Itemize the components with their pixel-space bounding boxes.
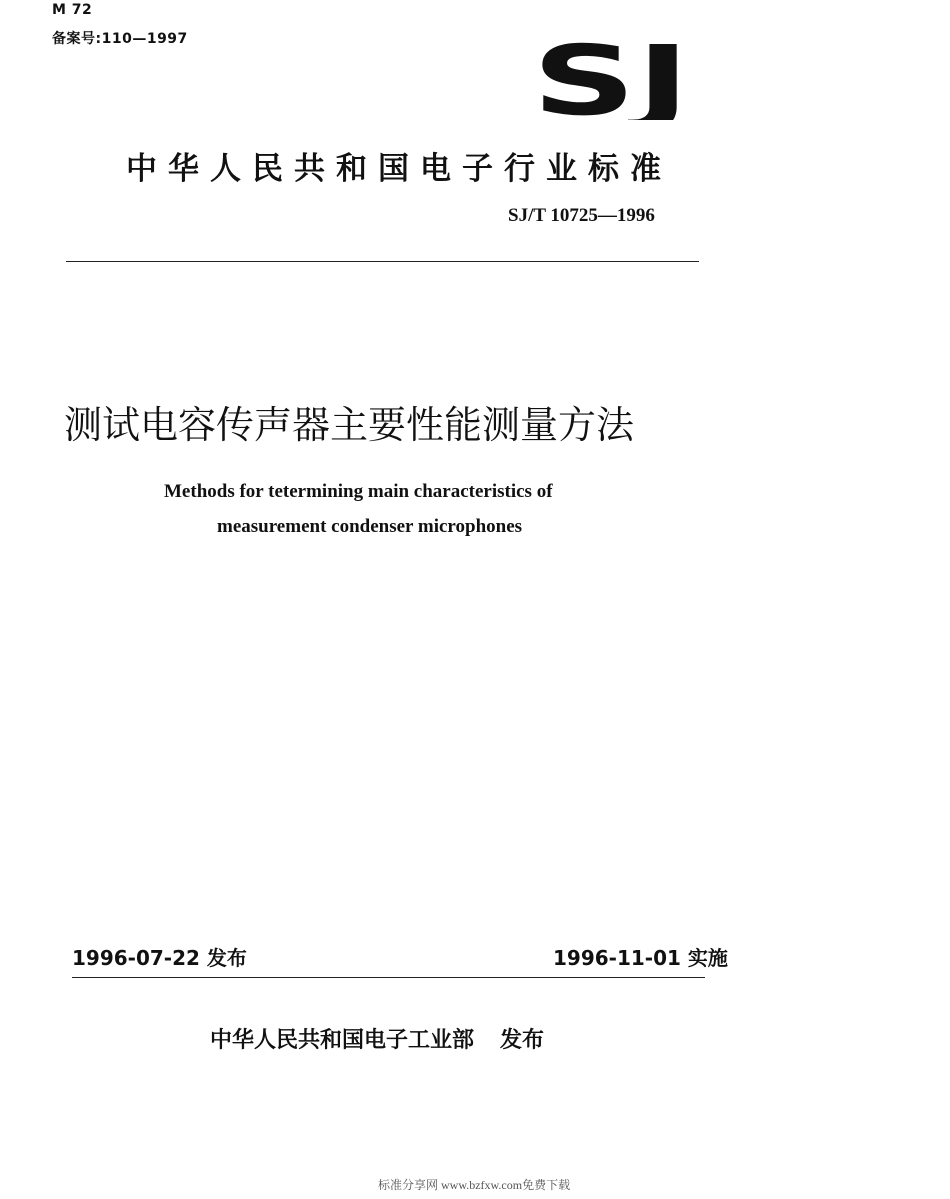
standard-number: SJ/T 10725—1996 <box>508 205 655 226</box>
title-chinese: 测试电容传声器主要性能测量方法 <box>64 403 635 447</box>
issuer-verb: 发布 <box>500 1028 545 1053</box>
implementation-date: 1996-11-01 实施 <box>553 946 728 970</box>
title-english-line-1: Methods for tetermining main characteristics of <box>164 481 553 502</box>
title-english-line-2: measurement condenser microphones <box>217 516 523 537</box>
issuer-line <box>210 1023 544 1054</box>
footer-watermark: 标准分享网 www.bzfxw.com免费下载 <box>378 1178 571 1192</box>
top-divider <box>66 261 699 262</box>
bottom-divider <box>72 977 705 978</box>
standard-type: 中华人民共和国电子行业标准 <box>126 151 672 187</box>
issuer-name: 中华人民共和国电子工业部 <box>210 1028 475 1053</box>
classification-code: M 72 <box>52 2 93 18</box>
record-number: 备案号:110—1997 <box>52 31 188 47</box>
issue-date: 1996-07-22 发布 <box>72 946 247 970</box>
svg-text:SJ: SJ <box>532 36 690 120</box>
sj-logo <box>532 36 692 124</box>
